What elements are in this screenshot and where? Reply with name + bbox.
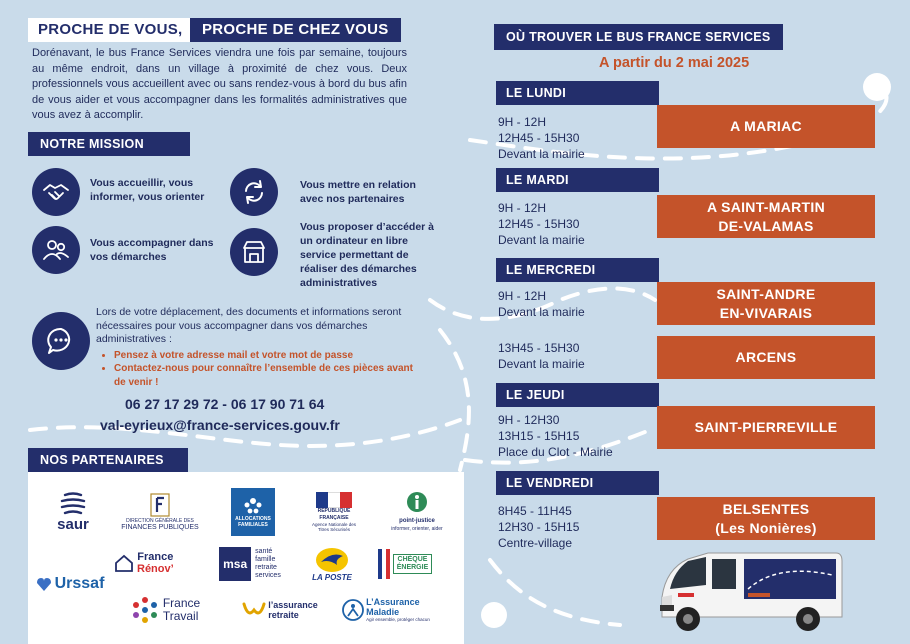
hours-mercredi-morning: 9H - 12H Devant la mairie — [498, 289, 585, 319]
place-mariac: A MARIAC — [657, 105, 875, 148]
republique-francaise-logo: RÉPUBLIQUE FRANÇAISE Agence Nationale des Titres Sécurisés — [306, 484, 362, 540]
point-justice-logo: point-justice informer, orienter, aider — [384, 484, 450, 540]
schedule-title: OÙ TROUVER LE BUS FRANCE SERVICES — [494, 24, 783, 50]
urssaf-logo: Urssaf — [28, 568, 112, 600]
msa-logo: msa santé famille retraite services — [208, 544, 292, 584]
dgfip-logo: DIRECTION GÉNÉRALE DES FINANCES PUBLIQUES — [120, 486, 200, 538]
caf-logo: ALLOCATIONS FAMILIALES — [228, 484, 278, 540]
documents-note — [96, 306, 426, 389]
hours-mardi: 9H - 12H 12H45 - 15H30 Devant la mairie — [498, 201, 585, 247]
phone-numbers[interactable]: 06 27 17 29 72 - 06 17 90 71 64 — [125, 396, 325, 412]
title-part1: PROCHE DE VOUS, — [28, 18, 193, 42]
partners-panel — [28, 472, 464, 644]
documents-bullets — [114, 349, 426, 390]
mission-item-support: Vous accompagner dans vos démarches — [90, 237, 214, 263]
day-jeudi: LE JEUDI — [496, 383, 659, 407]
mission-item-welcome: Vous accueillir, vous informer, vous orienter — [90, 177, 205, 203]
documents-note-text: Lors de votre déplacement, des documents et informations seront nécessaires pour vous accompagner dans vos démarches administratives : — [96, 306, 402, 345]
day-lundi: LE LUNDI — [496, 81, 659, 105]
mission-title: NOTRE MISSION — [28, 132, 190, 156]
day-vendredi: LE VENDREDI — [496, 471, 659, 495]
hours-lundi: 9H - 12H 12H45 - 15H30 Devant la mairie — [498, 115, 585, 161]
france-renov-logo: France Rénov’ — [114, 542, 192, 584]
place-saint-andre: SAINT-ANDRE EN-VIVARAIS — [657, 282, 875, 325]
refresh-arrows-icon — [230, 168, 278, 216]
start-date: A partir du 2 mai 2025 — [599, 55, 750, 71]
title-part2: PROCHE DE CHEZ VOUS — [190, 18, 401, 42]
people-icon — [32, 226, 80, 274]
mission-item-connect: Vous mettre en relation avec nos partenaires — [300, 179, 416, 205]
mission-item-computer: Vous proposer d’accéder à un ordinateur en libre service permettant de réaliser des démarches administratives — [300, 221, 435, 289]
place-saint-martin: A SAINT-MARTIN DE-VALAMAS — [657, 195, 875, 238]
hours-vendredi: 8H45 - 11H45 12H30 - 15H15 Centre-village — [498, 504, 580, 550]
bullet-email: • Pensez à votre adresse mail et votre mot de passe — [114, 349, 426, 363]
place-belsentes: BELSENTES (Les Nonières) — [657, 497, 875, 540]
shop-icon — [230, 228, 278, 276]
intro-text: Dorénavant, le bus France Services viendra une fois par semaine, toujours au même endroit, dans un village à proximité de chez vous. Deux professionnels vous accueillent avec ou sans rendez-vous à bord du bus afin de vous aider et vous accompagner dans les formalités administratives que vous avez à accomplir. — [32, 47, 407, 121]
day-mardi: LE MARDI — [496, 168, 659, 192]
hours-mercredi-afternoon: 13H45 - 15H30 Devant la mairie — [498, 341, 585, 371]
assurance-retraite-logo: l’assurance retraite — [232, 594, 328, 626]
bullet-contact: • Contactez-nous pour connaître l’ensemble de ces pièces avant de venir ! — [114, 362, 426, 389]
france-travail-logo: France Travail — [120, 590, 210, 630]
place-arcens: ARCENS — [657, 336, 875, 379]
cheque-energie-logo: CHÈQUE ÉNERGIE — [372, 544, 438, 584]
place-saint-pierreville: SAINT-PIERREVILLE — [657, 406, 875, 449]
partners-title: NOS PARTENAIRES — [28, 448, 188, 472]
day-mercredi: LE MERCREDI — [496, 258, 659, 282]
hours-jeudi: 9H - 12H30 13H15 - 15H15 Place du Clot - Mairie — [498, 413, 613, 459]
france-services-bus-image — [648, 545, 844, 637]
handshake-icon — [32, 168, 80, 216]
saur-logo: saur — [48, 486, 98, 538]
assurance-maladie-logo: L’Assurance Maladie Agir ensemble, protéger chacun — [338, 592, 434, 628]
la-poste-logo: LA POSTE — [304, 542, 360, 586]
email-address[interactable]: val-eyrieux@france-services.gouv.fr — [100, 417, 340, 433]
chat-bubble-icon — [32, 312, 90, 370]
